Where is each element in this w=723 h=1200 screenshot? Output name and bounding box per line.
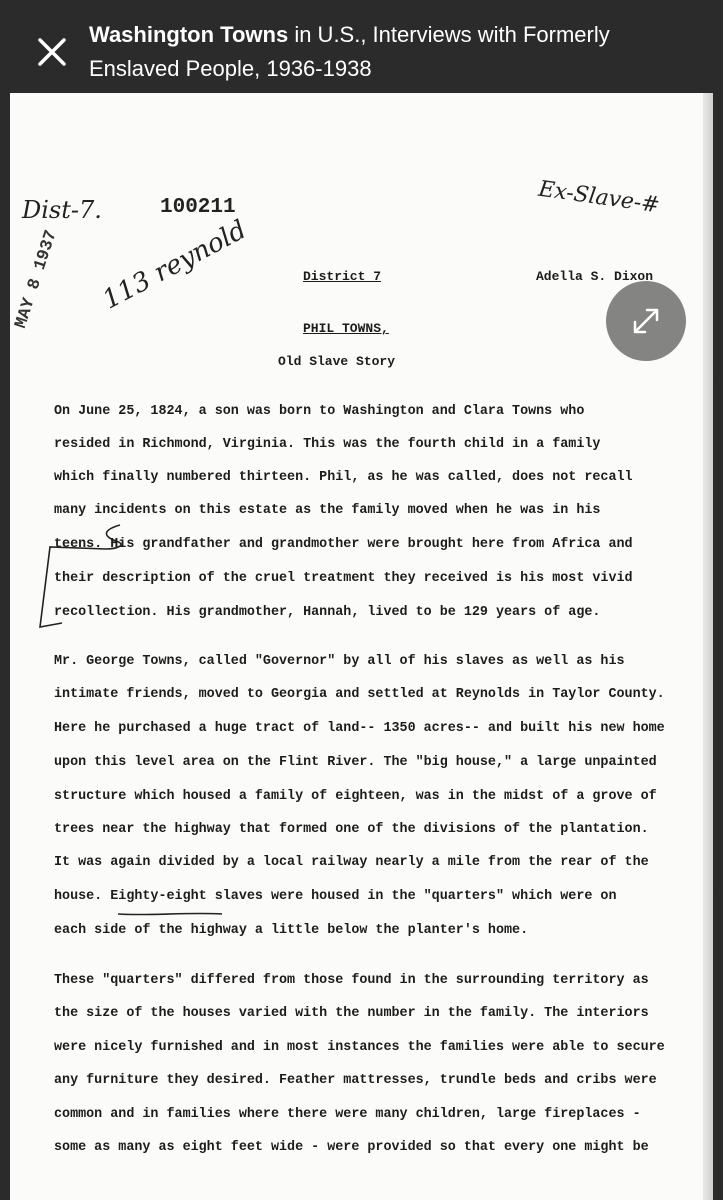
date-stamp: MAY 8 1937 [12, 227, 62, 331]
text-line: some as many as eight feet wide - were provided so that every one might be [54, 1140, 649, 1155]
text-line: their description of the cruel treatment they received is his most vivid [54, 571, 633, 586]
page-edge [703, 93, 713, 1200]
text-line: It was again divided by a local railway nearly a mile from the rear of the [54, 855, 649, 870]
text-line: any furniture they desired. Feather mattresses, trundle beds and cribs were [54, 1073, 657, 1088]
document-image [10, 93, 713, 1200]
close-button[interactable] [28, 28, 76, 76]
text-line: These "quarters" differed from those found in the surrounding territory as [54, 973, 649, 988]
handwritten-underline [118, 911, 222, 917]
text-line: were nicely furnished and in most instances the families were able to secure [54, 1040, 665, 1055]
title-name: Washington Towns [89, 22, 289, 47]
text-line: structure which housed a family of eighteen, was in the midst of a grove of [54, 789, 657, 804]
story-subtitle: Old Slave Story [278, 354, 396, 369]
text-line: trees near the highway that formed one of the divisions of the plantation. [54, 822, 649, 837]
text-line: recollection. His grandmother, Hannah, lived to be 129 years of age. [54, 605, 601, 620]
text-line: intimate friends, moved to Georgia and settled at Reynolds in Taylor County. [54, 687, 665, 702]
expand-icon[interactable] [606, 281, 686, 361]
expand-button[interactable] [606, 281, 686, 361]
text-line: house. Eighty-eight slaves were housed in the "quarters" which were on [54, 889, 617, 904]
text-line: common and in families where there were many children, large fireplaces - [54, 1107, 641, 1122]
district-heading: District 7 [303, 269, 382, 284]
handwritten-ex-slave-note: Ex-Slave-# [536, 176, 662, 219]
text-line: which finally numbered thirteen. Phil, as he was called, does not recall [54, 470, 633, 485]
title-collection: in U.S., Interviews with Formerly Enslaved People, 1936-1938 [89, 22, 610, 81]
text-line: upon this level area on the Flint River. The "big house," a large unpainted [54, 755, 657, 770]
text-line: many incidents on this estate as the family moved when he was in his [54, 503, 601, 518]
document-number: 100211 [160, 196, 236, 219]
close-icon[interactable] [28, 28, 76, 76]
text-line: Mr. George Towns, called "Governor" by all of his slaves as well as his [54, 654, 625, 669]
text-line: Here he purchased a huge tract of land-- 1350 acres-- and built his new home [54, 721, 665, 736]
top-bar [0, 0, 723, 93]
subject-name: PHIL TOWNS, [303, 321, 389, 336]
text-line: the size of the houses varied with the number in the family. The interiors [54, 1006, 649, 1021]
page-title [89, 18, 699, 86]
text-line: On June 25, 1824, a son was born to Washington and Clara Towns who [54, 404, 585, 419]
text-line: each side of the highway a little below the planter's home. [54, 923, 529, 938]
text-line: teens. His grandfather and grandmother were brought here from Africa and [54, 537, 633, 552]
author-name: Adella S. Dixon [536, 269, 654, 284]
handwritten-district-id: Dist-7. [22, 196, 102, 224]
handwritten-signature: 113 reynold [98, 214, 252, 316]
text-line: resided in Richmond, Virginia. This was the fourth child in a family [54, 437, 601, 452]
